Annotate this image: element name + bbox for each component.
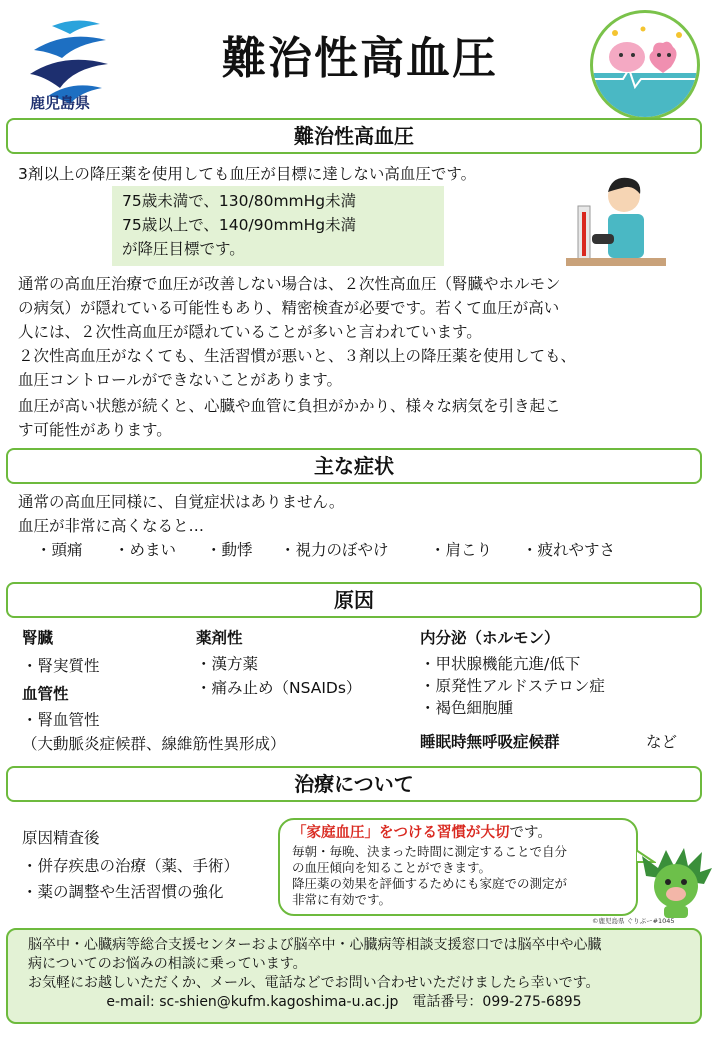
target-line: が降圧目標です。 bbox=[122, 240, 245, 258]
cause-drug-heading: 薬剤性 bbox=[196, 629, 243, 647]
info-line: 病についてのお悩みの相談に乗っています。 bbox=[28, 956, 307, 972]
info-line: お気軽にお越しいただくか、メール、電話などでお問い合わせいただけましたら幸いです。 bbox=[28, 975, 600, 991]
heart-brain-mascot-illustration bbox=[590, 10, 700, 120]
logo-text: 鹿児島県 bbox=[30, 94, 91, 112]
paragraph-risk bbox=[18, 394, 561, 442]
section-header-treatment: 治療について bbox=[6, 766, 702, 802]
guribu-mascot-illustration bbox=[640, 846, 714, 920]
cause-etc: など bbox=[646, 733, 678, 751]
cause-item: ・甲状腺機能亢進/低下 bbox=[420, 655, 581, 673]
cause-endocrine-heading: 内分泌（ホルモン） bbox=[420, 629, 560, 647]
cause-item: ・腎実質性 bbox=[22, 657, 100, 675]
page-title: 難治性高血圧 bbox=[222, 33, 498, 84]
treatment-intro: 原因精査後 bbox=[22, 829, 100, 847]
section-header-causes: 原因 bbox=[6, 582, 702, 618]
bubble-title bbox=[292, 822, 626, 844]
symptom-item: ・動悸 bbox=[206, 541, 253, 559]
symptom-item: ・頭痛 bbox=[36, 541, 83, 559]
cause-sleep-apnea: 睡眠時無呼吸症候群 bbox=[420, 733, 560, 751]
mascot-credit: ©鹿児島県 ぐりぶー#1045 bbox=[592, 917, 675, 925]
text-line: 血圧コントロールができないことがあります。 bbox=[18, 371, 342, 389]
text-line: 人には、２次性高血圧が隠れていることが多いと言われています。 bbox=[18, 323, 482, 341]
text-line: 血圧が高い状態が続くと、心臓や血管に負担がかかり、様々な病気を引き起こ bbox=[18, 397, 561, 415]
cause-item: ・原発性アルドステロン症 bbox=[420, 677, 605, 695]
cause-item: ・痛み止め（NSAIDs） bbox=[196, 679, 362, 697]
text-line: 血圧が非常に高くなると… bbox=[18, 517, 205, 535]
symptom-item: ・めまい bbox=[114, 541, 177, 559]
text-line: の病気）が隠れている可能性もあり、精密検査が必要です。若くて血圧が高い bbox=[18, 299, 560, 317]
paragraph-secondary-hypertension bbox=[18, 272, 561, 344]
cause-vascular-heading: 血管性 bbox=[22, 685, 69, 703]
cause-item: ・腎血管性 bbox=[22, 711, 100, 729]
bubble-line: 非常に有効です。 bbox=[292, 892, 392, 907]
bubble-suffix: です。 bbox=[509, 825, 552, 841]
bubble-line: の血圧傾向を知ることができます。 bbox=[292, 860, 492, 875]
cause-item: ・漢方薬 bbox=[196, 655, 259, 673]
bp-target-box bbox=[112, 186, 444, 266]
intro-definition: 3剤以上の降圧薬を使用しても血圧が目標に達しない高血圧です。 bbox=[18, 165, 477, 183]
cause-item: ・褐色細胞腫 bbox=[420, 699, 514, 717]
section-header-symptoms: 主な症状 bbox=[6, 448, 702, 484]
bubble-line: 降圧薬の効果を評価するためにも家庭での測定が bbox=[292, 876, 568, 891]
symptom-item: ・視力のぼやけ bbox=[280, 541, 389, 559]
info-line: 脳卒中・心臓病等総合支援センターおよび脳卒中・心臓病等相談支援窓口では脳卒中や心臓 bbox=[28, 937, 602, 953]
contact-info: e-mail: sc-shien@kufm.kagoshima-u.ac.jp 電話番号：099-275-6895 bbox=[106, 994, 582, 1010]
bp-measuring-person-illustration bbox=[562, 172, 672, 268]
target-line: 75歳未満で、130/80mmHg未満 bbox=[122, 192, 357, 210]
text-line: す可能性があります。 bbox=[18, 421, 172, 439]
text-line: 通常の高血圧治療で血圧が改善しない場合は、２次性高血圧（腎臓やホルモン bbox=[18, 275, 561, 293]
symptoms-text bbox=[18, 490, 344, 538]
target-line: 75歳以上で、140/90mmHg未満 bbox=[122, 216, 357, 234]
consultation-info-box bbox=[6, 928, 702, 1024]
text-line: ２次性高血圧がなくても、生活習慣が悪いと、３剤以上の降圧薬を使用しても、 bbox=[18, 347, 577, 365]
bubble-highlight: 「家庭血圧」をつける習慣が大切 bbox=[292, 825, 510, 841]
treatment-item: ・薬の調整や生活習慣の強化 bbox=[22, 883, 224, 901]
section-header-resistant-hypertension: 難治性高血圧 bbox=[6, 118, 702, 154]
text-line: 通常の高血圧同様に、自覚症状はありません。 bbox=[18, 493, 345, 511]
paragraph-lifestyle bbox=[18, 344, 576, 392]
bubble-line: 毎朝・毎晩、決まった時間に測定することで自分 bbox=[292, 844, 568, 859]
treatment-item: ・併存疾患の治療（薬、手術） bbox=[22, 857, 240, 875]
cause-kidney-heading: 腎臓 bbox=[22, 629, 54, 647]
symptom-item: ・肩こり bbox=[430, 541, 493, 559]
symptom-item: ・疲れやすさ bbox=[522, 541, 616, 559]
home-bp-speech-bubble bbox=[278, 818, 638, 916]
cause-note: （大動脈炎症候群、線維筋性異形成） bbox=[22, 735, 286, 753]
